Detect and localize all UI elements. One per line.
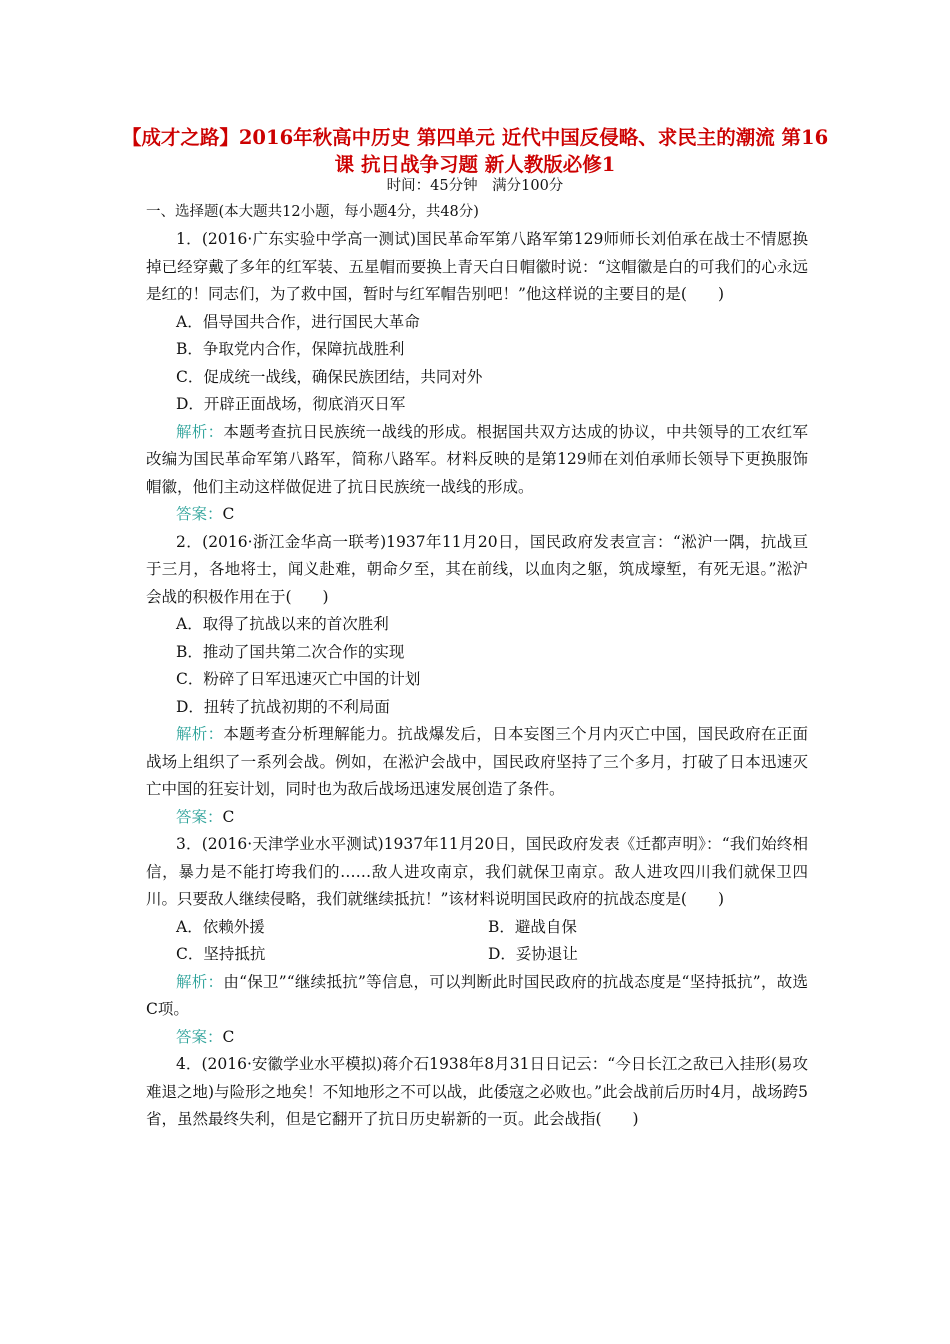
- option-row: [146, 914, 808, 942]
- answer-label: 答案：: [176, 807, 223, 826]
- analysis-text: 本题考查分析理解能力。抗战爆发后，日本妄图三个月内灭亡中国，国民政府在正面战场上组织了一系列会战。例如，在淞沪会战中，国民政府坚持了三个多月，打破了日本迅速灭亡中国的狂妄计划，同时也为敌后战场迅速发展创造了条件。: [146, 725, 808, 798]
- answer: [146, 1024, 808, 1052]
- option: B．避战自保: [488, 917, 577, 936]
- answer: [146, 804, 808, 832]
- option: C．促成统一战线，确保民族团结，共同对外: [176, 367, 483, 386]
- option: B．推动了国共第二次合作的实现: [176, 642, 405, 661]
- option: B．争取党内合作，保障抗战胜利: [176, 340, 405, 358]
- analysis: [146, 419, 808, 502]
- option-row: [146, 941, 808, 969]
- option: A．依赖外援: [176, 917, 265, 936]
- document-title: 【成才之路】2016年秋高中历史 第四单元 近代中国反侵略、求民主的潮流 第16课 抗日战争习题 新人教版必修1: [121, 126, 829, 176]
- answer-label: 答案：: [176, 1027, 223, 1046]
- question-stem: 4．(2016·安徽学业水平模拟)蒋介石1938年8月31日日记云：“今日长江之敌已入挂形(易攻难退之地)与险形之地矣！不知地形之不可以战，此倭寇之必败也。”此会战前后历时4月，战场跨5省，虽然最终失利，但是它翻开了抗日历史崭新的一页。此会战指( ): [146, 1055, 808, 1128]
- analysis: [146, 721, 808, 804]
- analysis-label: 解析：: [176, 725, 224, 743]
- analysis-text: 由“保卫”“继续抵抗”等信息，可以判断此时国民政府的抗战态度是“坚持抵抗”，故选C项。: [146, 972, 808, 1018]
- question-stem: 1．(2016·广东实验中学高一测试)国民革命军第八路军第129师师长刘伯承在战士不情愿换掉已经穿戴了多年的红军装、五星帽而要换上青天白日帽徽时说：“这帽徽是白的可我们的心永远是红的！同志们，为了救中国，暂时与红军帽告别吧！”他这样说的主要目的是( ): [146, 230, 808, 303]
- question-stem: 2．(2016·浙江金华高一联考)1937年11月20日，国民政府发表宣言：“淞沪一隅，抗战亘于三月，各地将士，闻义赴难，朝命夕至，其在前线，以血肉之躯，筑成壕堑，有死无退。”淞沪会战的积极作用在于( ): [146, 532, 808, 606]
- option: A．取得了抗战以来的首次胜利: [176, 615, 389, 633]
- answer-value: C: [222, 1027, 235, 1046]
- option: D．开辟正面战场，彻底消灭日军: [176, 395, 406, 413]
- option: C．坚持抵抗: [176, 945, 266, 963]
- answer-value: C: [222, 807, 235, 826]
- answer-label: 答案：: [176, 505, 223, 523]
- analysis-label: 解析：: [176, 422, 224, 441]
- option: C．粉碎了日军迅速灭亡中国的计划: [176, 670, 421, 688]
- option: D．妥协退让: [488, 945, 578, 963]
- analysis-text: 本题考查抗日民族统一战线的形成。根据国共双方达成的协议，中共领导的工农红军改编为国民革命军第八路军，简称八路军。材料反映的是第129师在刘伯承师长领导下更换服饰帽徽，他们主动这样做促进了抗日民族统一战线的形成。: [146, 422, 808, 496]
- analysis-label: 解析：: [176, 972, 224, 991]
- answer-value: C: [222, 505, 235, 523]
- exam-meta: 时间：45分钟 满分100分: [386, 178, 564, 194]
- option: D．扭转了抗战初期的不利局面: [176, 697, 390, 716]
- answer: [146, 501, 808, 529]
- question-stem: 3．(2016·天津学业水平测试)1937年11月20日，国民政府发表《迁都声明》：“我们始终相信，暴力是不能打垮我们的……敌人进攻南京，我们就保卫南京。敌人进攻四川我们就保卫四川。只要敌人继续侵略，我们就继续抵抗！”该材料说明国民政府的抗战态度是( ): [146, 835, 808, 908]
- option: A．倡导国共合作，进行国民大革命: [176, 312, 420, 331]
- questions-body: [146, 226, 808, 1134]
- analysis: [146, 969, 808, 1024]
- section-heading: 一、选择题(本大题共12小题，每小题4分，共48分): [146, 204, 479, 220]
